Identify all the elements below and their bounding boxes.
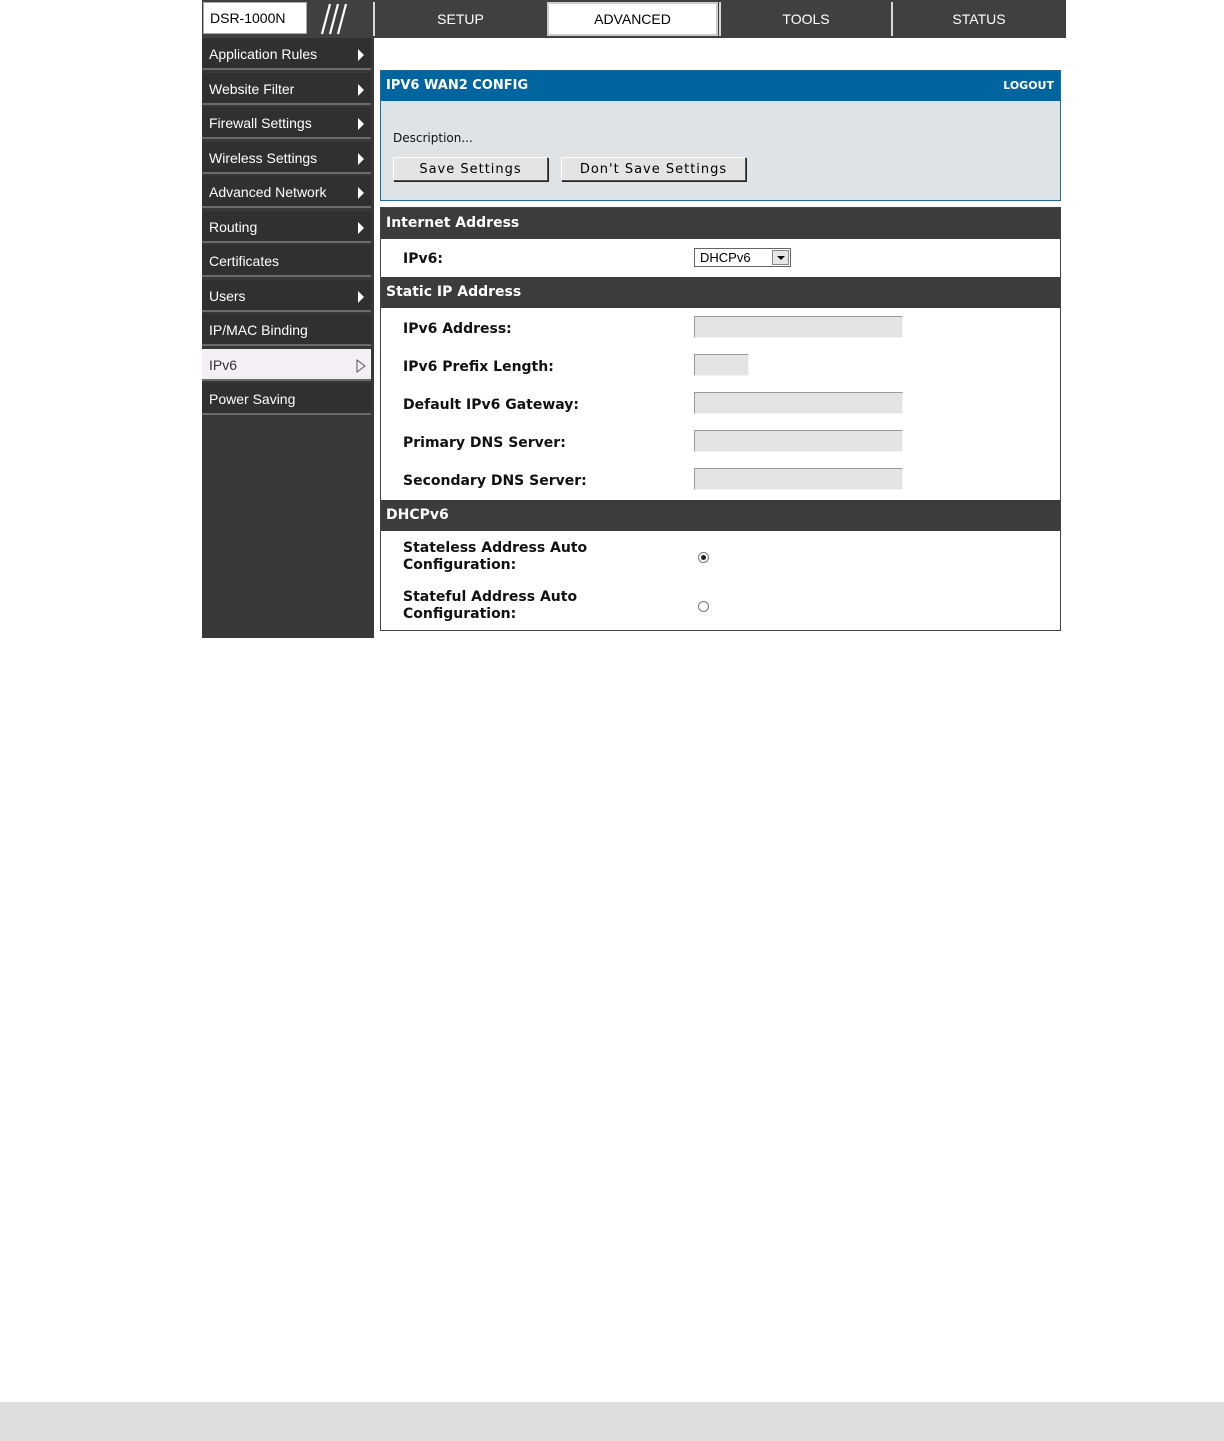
stateful-auto-config-label (403, 589, 577, 623)
stateless-auto-config-radio[interactable] (698, 552, 709, 563)
submenu-arrow-icon (358, 118, 364, 130)
tab-status[interactable]: STATUS (891, 2, 1065, 36)
sidebar-item-label: IP/MAC Binding (209, 322, 308, 338)
stateless-label-line1: Stateless Address Auto (403, 540, 588, 556)
page-title: IPV6 WAN2 CONFIG (386, 78, 529, 93)
tab-tools[interactable]: TOOLS (719, 2, 891, 36)
sidebar-item-application-rules[interactable] (202, 38, 371, 70)
default-ipv6-gateway-label: Default IPv6 Gateway: (403, 397, 579, 413)
sidebar-item-website-filter[interactable] (202, 73, 371, 105)
sidebar-item-label: Website Filter (209, 81, 295, 97)
description-text: Description... (393, 131, 473, 145)
ipv6-mode-select[interactable] (694, 248, 791, 267)
section-header-dhcpv6: DHCPv6 (381, 500, 1060, 531)
sidebar-item-ipv6[interactable] (202, 349, 371, 381)
ipv6-prefix-length-label: IPv6 Prefix Length: (403, 359, 554, 375)
stateless-auto-config-label (403, 540, 587, 574)
tab-setup[interactable]: SETUP (373, 2, 546, 36)
top-navigation (202, 0, 1066, 38)
sidebar-item-label: Wireless Settings (209, 150, 318, 166)
sidebar-item-label: Users (209, 288, 246, 304)
sidebar-item-label: Certificates (209, 253, 280, 269)
sidebar-item-label: Routing (209, 219, 258, 235)
section-header-static-ip: Static IP Address (381, 277, 1060, 308)
ipv6-mode-value: DHCPv6 (700, 250, 751, 265)
default-ipv6-gateway-input[interactable] (694, 392, 903, 414)
secondary-dns-input[interactable] (694, 468, 903, 490)
ipv6-address-label: IPv6 Address: (403, 321, 512, 337)
sidebar-item-label: Application Rules (209, 46, 318, 62)
primary-dns-label: Primary DNS Server: (403, 435, 566, 451)
sidebar (202, 38, 374, 638)
sidebar-item-label: Firewall Settings (209, 115, 312, 131)
config-panel (380, 70, 1061, 201)
sidebar-item-firewall-settings[interactable] (202, 107, 371, 139)
sidebar-item-label: Power Saving (209, 391, 296, 407)
submenu-arrow-icon (358, 187, 364, 199)
sidebar-item-routing[interactable] (202, 211, 371, 243)
sidebar-item-advanced-network[interactable] (202, 176, 371, 208)
section-header-internet-address: Internet Address (381, 208, 1060, 239)
submenu-arrow-icon (358, 291, 364, 303)
settings-form (380, 207, 1061, 631)
router-admin-page (202, 0, 1066, 640)
sidebar-item-wireless-settings[interactable] (202, 142, 371, 174)
sidebar-item-ip-mac-binding[interactable] (202, 314, 371, 346)
sidebar-item-label: IPv6 (209, 357, 238, 373)
stateful-label-line2: Configuration: (403, 606, 517, 622)
submenu-arrow-outline-icon (356, 359, 366, 373)
sidebar-item-power-saving[interactable] (202, 383, 371, 415)
ipv6-prefix-length-input[interactable] (694, 354, 749, 376)
submenu-arrow-icon (358, 49, 364, 61)
submenu-arrow-icon (358, 222, 364, 234)
sidebar-item-label: Advanced Network (209, 184, 327, 200)
logout-link[interactable]: LOGOUT (1003, 79, 1054, 92)
stateless-label-line2: Configuration: (403, 557, 517, 573)
stateful-label-line1: Stateful Address Auto (403, 589, 578, 605)
submenu-arrow-icon (358, 84, 364, 96)
submenu-arrow-icon (358, 153, 364, 165)
config-header (381, 71, 1060, 101)
slashes-logo-icon (308, 0, 368, 38)
dont-save-settings-button[interactable]: Don't Save Settings (561, 157, 746, 181)
save-settings-button[interactable]: Save Settings (393, 157, 548, 181)
primary-dns-input[interactable] (694, 430, 903, 452)
secondary-dns-label: Secondary DNS Server: (403, 473, 587, 489)
tab-advanced[interactable]: ADVANCED (547, 2, 718, 36)
model-name: DSR-1000N (203, 2, 307, 34)
ipv6-mode-label: IPv6: (403, 251, 443, 267)
footer-bar (0, 1402, 1224, 1441)
ipv6-address-input[interactable] (694, 316, 903, 338)
chevron-down-icon[interactable] (772, 250, 789, 265)
sidebar-item-certificates[interactable] (202, 245, 371, 277)
sidebar-item-users[interactable] (202, 280, 371, 312)
stateful-auto-config-radio[interactable] (698, 601, 709, 612)
